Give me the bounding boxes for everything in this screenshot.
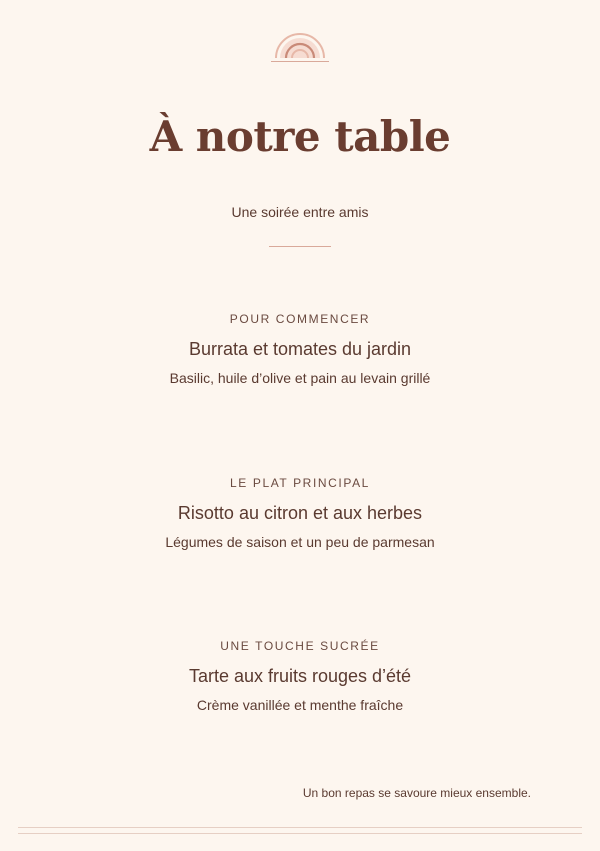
course-dish: Risotto au citron et aux herbes (177, 503, 423, 523)
footer-divider (18, 827, 582, 828)
course-main (0, 476, 600, 550)
course-label: POUR COMMENCER (229, 312, 371, 326)
rainbow-arch-icon (270, 30, 330, 64)
course-starter (0, 312, 600, 386)
course-description: Basilic, huile d’olive et pain au levain grillé (169, 370, 431, 386)
course-description: Crème vanillée et menthe fraîche (196, 697, 404, 713)
course-dish: Burrata et tomates du jardin (188, 339, 412, 359)
page-subtitle: Une soirée entre amis (231, 204, 369, 220)
page-title: À notre table (149, 112, 451, 161)
course-label: LE PLAT PRINCIPAL (230, 476, 370, 490)
course-dessert (0, 639, 600, 713)
footer-divider (18, 833, 582, 834)
course-dish: Tarte aux fruits rouges d’été (188, 666, 412, 686)
course-description: Légumes de saison et un peu de parmesan (165, 534, 435, 550)
title-divider (269, 246, 331, 247)
course-label: UNE TOUCHE SUCRÉE (220, 639, 380, 653)
footer-note: Un bon repas se savoure mieux ensemble. (302, 786, 531, 800)
